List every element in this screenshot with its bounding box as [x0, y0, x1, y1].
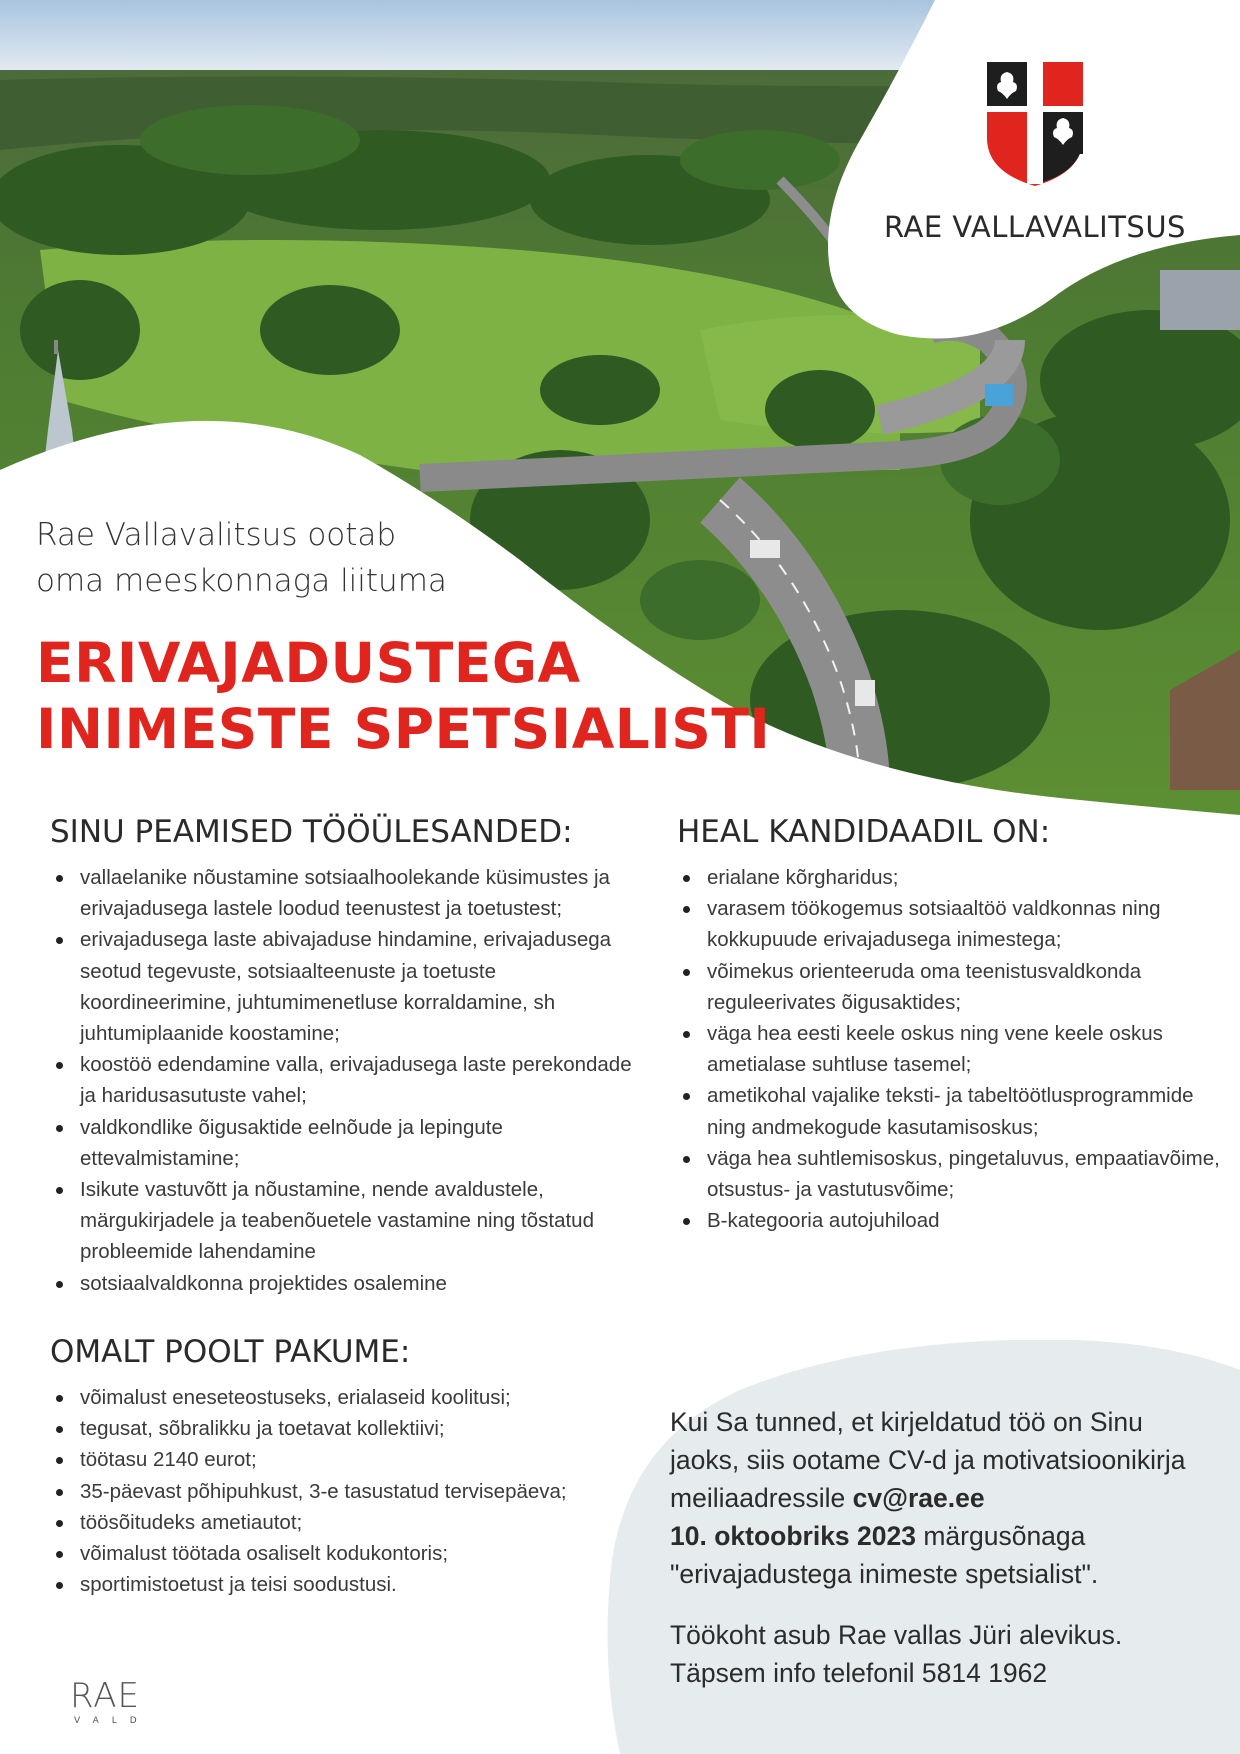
list-item: väga hea suhtlemisoskus, pingetaluvus, empaatiavõime, otsustus- ja vastutusvõime; [707, 1143, 1222, 1205]
tasks-list [50, 862, 650, 1299]
list-item: võimekus orienteeruda oma teenistusvaldkonda reguleerivates õigusaktides; [707, 956, 1222, 1018]
tasks-title: SINU PEAMISED TÖÖÜLESANDED: [50, 814, 573, 850]
list-item: koostöö edendamine valla, erivajadusega laste perekondade ja haridusasutuste vahel; [80, 1049, 650, 1111]
list-item: B-kategooria autojuhiload [707, 1205, 1222, 1236]
list-item: valdkondlike õigusaktide eelnõude ja lepingute ettevalmistamine; [80, 1112, 650, 1174]
application-info [670, 1403, 1215, 1692]
list-item: tegusat, sõbralikku ja toetavat kollektiivi; [80, 1413, 610, 1444]
org-logo-block [855, 60, 1215, 275]
offer-section [50, 1334, 610, 1600]
list-item: varasem töökogemus sotsiaaltöö valdkonnas ning kokkupuude erivajadusega inimestega; [707, 893, 1222, 955]
offer-title: OMALT POOLT PAKUME: [50, 1334, 411, 1370]
job-title-line-2: INIMESTE SPETSIALISTI [36, 697, 771, 761]
coat-of-arms-icon [985, 60, 1085, 188]
location-text: Töökoht asub Rae vallas Jüri alevikus. [670, 1620, 1123, 1650]
vald-logo-text: VALD [74, 1716, 150, 1725]
list-item: sotsiaalvaldkonna projektides osalemine [80, 1268, 650, 1299]
contact-text: Täpsem info telefonil 5814 1962 [670, 1658, 1048, 1688]
deadline-date: 10. oktoobriks 2023 [670, 1521, 916, 1551]
email-address: cv@rae.ee [852, 1483, 985, 1513]
org-name: RAE VALLAVALITSUS [884, 210, 1186, 244]
intro-line-2: oma meeskonnaga liituma [36, 563, 447, 599]
job-title [36, 630, 770, 762]
offer-list [50, 1382, 610, 1600]
list-item: erivajadusega laste abivajaduse hindamine, erivajadusega seotud tegevuste, sotsiaalteenuste ja toetuste koordineerimine, juhtumimenetluse korraldamine, sh juhtumiplaanide koostamine; [80, 924, 650, 1049]
list-item: Isikute vastuvõtt ja nõustamine, nende avaldustele, märgukirjadele ja teabenõuetele vastamine ning tõstatud probleemide lahendamine [80, 1174, 650, 1268]
tasks-section [50, 814, 650, 1299]
list-item: ametikohal vajalike teksti- ja tabeltöötlusprogrammide ning andmekogude kasutamisoskus; [707, 1080, 1222, 1142]
rae-vald-logo [70, 1675, 155, 1725]
application-keyword: märgusõnaga "erivajadustega inimeste spetsialist". [670, 1521, 1099, 1589]
rae-logo-text: RAE [70, 1676, 140, 1716]
application-paragraph [670, 1403, 1215, 1593]
job-title-line-1: ERIVAJADUSTEGA [36, 631, 581, 695]
list-item: töötasu 2140 eurot; [80, 1444, 610, 1475]
intro-line-1: Rae Vallavalitsus ootab [36, 517, 397, 553]
list-item: sportimistoetust ja teisi soodustusi. [80, 1569, 610, 1600]
candidate-list [677, 862, 1222, 1236]
candidate-section [677, 814, 1222, 1236]
list-item: vallaelanike nõustamine sotsiaalhoolekande küsimustes ja erivajadusega lastele loodud teenustest ja toetustest; [80, 862, 650, 924]
application-text: Kui Sa tunned, et kirjeldatud töö on Sinu jaoks, siis ootame CV-d ja motivatsioonikirja meiliaadressile [670, 1407, 1186, 1513]
intro-text [36, 512, 447, 604]
list-item: erialane kõrgharidus; [707, 862, 1222, 893]
list-item: 35-päevast põhipuhkust, 3-e tasustatud tervisepäeva; [80, 1476, 610, 1507]
list-item: võimalust eneseteostuseks, erialaseid koolitusi; [80, 1382, 610, 1413]
list-item: võimalust töötada osaliselt kodukontoris; [80, 1538, 610, 1569]
list-item: väga hea eesti keele oskus ning vene keele oskus ametialase suhtluse tasemel; [707, 1018, 1222, 1080]
candidate-title: HEAL KANDIDAADIL ON: [677, 814, 1051, 850]
list-item: töösõitudeks ametiautot; [80, 1507, 610, 1538]
